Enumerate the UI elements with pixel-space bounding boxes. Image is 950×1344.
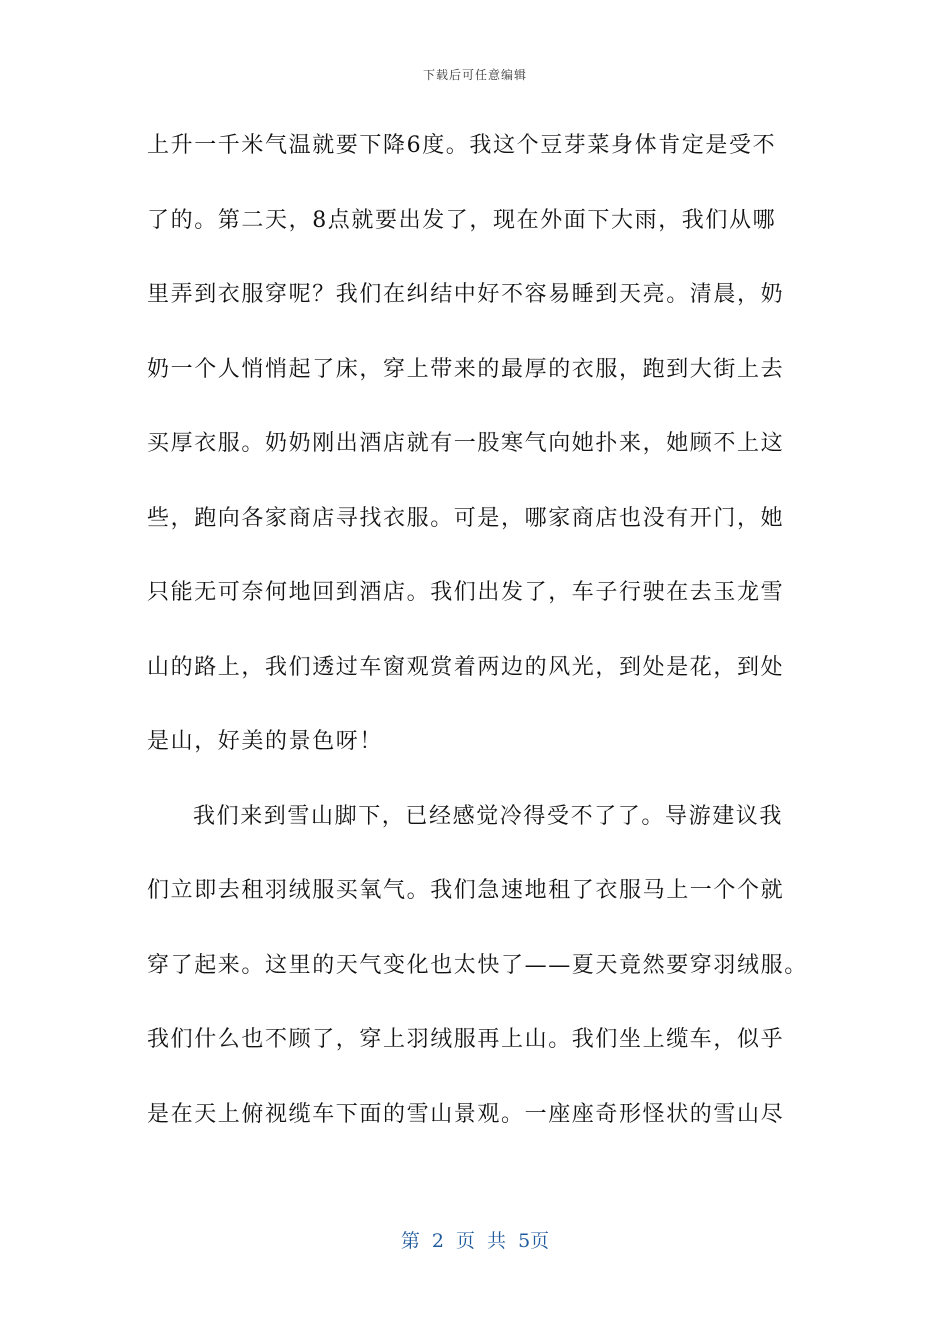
text-line: 里弄到衣服穿呢？我们在纠结中好不容易睡到天亮。清晨，奶 (147, 282, 785, 307)
paragraph-start-line: 我们来到雪山脚下，已经感觉冷得受不了了。导游建议我 (193, 803, 784, 829)
text-line: 是在天上俯视缆车下面的雪山景观。一座座奇形怪状的雪山尽 (147, 1101, 785, 1127)
text-line: 只能无可奈何地回到酒店。我们出发了，车子行驶在去玉龙雪 (147, 580, 785, 605)
page-number: 第 2 页 共 5页 (400, 1230, 550, 1252)
text-line: 们立即去租羽绒服买氧气。我们急速地租了衣服马上一个个就 (147, 878, 785, 903)
text-line: 上升一千米气温就要下降6度。我这个豆芽菜身体肯定是受不 (147, 133, 777, 158)
text-line: 奶一个人悄悄起了床，穿上带来的最厚的衣服，跑到大街上去 (147, 356, 785, 382)
document-body (147, 126, 808, 1169)
text-line: 我们什么也不顾了，穿上羽绒服再上山。我们坐上缆车，似乎 (147, 1027, 785, 1052)
text-line: 穿了起来。这里的天气变化也太快了——夏天竟然要穿羽绒服。 (147, 952, 808, 978)
text-line: 山的路上，我们透过车窗观赏着两边的风光，到处是花，到处 (147, 654, 785, 680)
text-line: 些，跑向各家商店寻找衣服。可是，哪家商店也没有开门，她 (147, 505, 785, 531)
text-line: 买厚衣服。奶奶刚出酒店就有一股寒气向她扑来，她顾不上这 (147, 431, 785, 456)
text-line: 是山，好美的景色呀！ (147, 729, 384, 754)
text-line: 了的。第二天，8点就要出发了，现在外面下大雨，我们从哪 (147, 207, 777, 233)
header-note: 下载后可任意编辑 (422, 68, 527, 82)
